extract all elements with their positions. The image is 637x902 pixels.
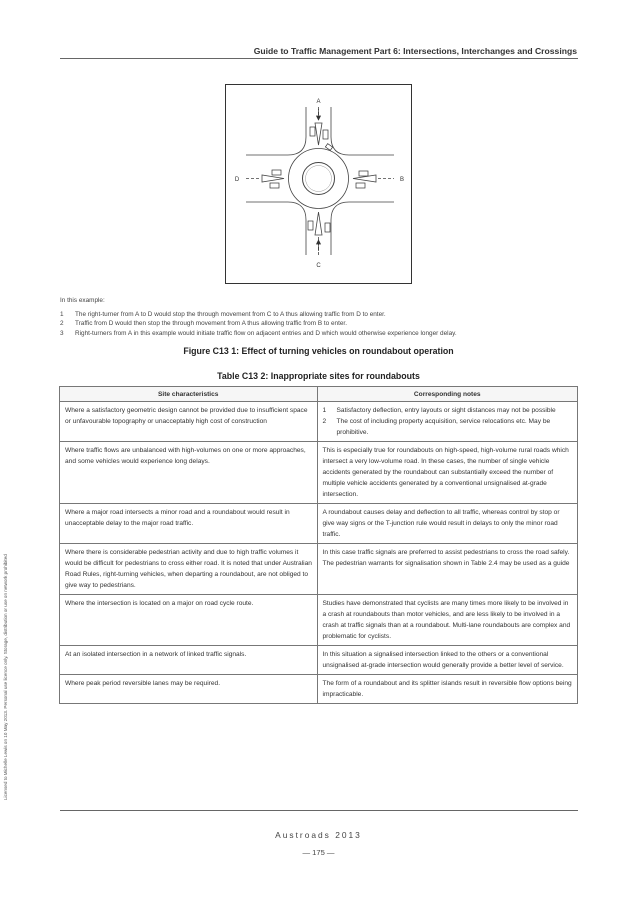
page-number: — 175 — [302, 848, 335, 857]
figure-note: 3 Right-turners from A in this example would initiate traffic flow on adjacent entries and D which would otherwise experience longer delay. [60, 329, 457, 337]
table-header-row [60, 387, 578, 402]
note-item: 1 Satisfactory deflection, entry layouts or sight distances may not be possible [322, 407, 556, 414]
inappropriate-sites-table [59, 386, 578, 704]
table-row [60, 442, 578, 504]
site-cell: Where peak period reversible lanes may be required. [60, 675, 318, 704]
site-cell: Where there is considerable pedestrian activity and due to high traffic volumes it would be difficult for pedestrians to cross either road. It is noted that under Australian Road Rules, right-turning vehicles, when departing a roundabout, are not obliged to give way to pedestrians. [60, 544, 318, 595]
column-header-site: Site characteristics [60, 387, 318, 402]
table-row [60, 402, 578, 442]
site-cell: At an isolated intersection in a network of linked traffic signals. [60, 646, 318, 675]
approach-label-c: C [316, 263, 321, 269]
notes-cell: A roundabout causes delay and deflection to all traffic, whereas control by stop or give way signs or the T-junction rule would result in delays to only the minor road traffic. [317, 504, 578, 544]
footer-rule [60, 810, 578, 811]
table-row [60, 544, 578, 595]
approach-label-a: A [316, 99, 321, 105]
note-item: 2 The cost of including property acquisition, service relocations etc. May be prohibitive. [322, 418, 551, 436]
figure-intro: In this example: [60, 297, 105, 304]
approach-label-d: D [234, 177, 240, 183]
footer-organisation: Austroads 2013 [275, 830, 362, 840]
notes-cell: The form of a roundabout and its splitter islands result in reversible flow options being impracticable. [317, 675, 578, 704]
notes-cell: In this case traffic signals are preferred to assist pedestrians to cross the road safely. The pedestrian warrants for signalisation shown in Table 2.4 may be used as a guide [317, 544, 578, 595]
roundabout-diagram [226, 85, 411, 283]
table-row [60, 675, 578, 704]
figure-note: 2 Traffic from D would then stop the through movement from A thus allowing traffic from B to enter. [60, 320, 347, 327]
table-row [60, 646, 578, 675]
site-cell: Where traffic flows are unbalanced with high-volumes on one or more approaches, and some vehicles would experience long delays. [60, 442, 318, 504]
column-header-notes: Corresponding notes [317, 387, 578, 402]
site-cell: Where a satisfactory geometric design cannot be provided due to insufficient space or unfavourable topography or unacceptably high cost of construction [60, 402, 318, 442]
notes-cell: Studies have demonstrated that cyclists are many times more likely to be involved in a crash at roundabouts than motor vehicles, and are less likely to be involved in a crash at traffic signals than at a roundabout. Multi-lane roundabouts are complex and problematic for cyclists. [317, 595, 578, 646]
figure-caption: Figure C13 1: Effect of turning vehicles on roundabout operation [183, 346, 454, 356]
site-cell: Where a major road intersects a minor road and a roundabout would result in unacceptable delay to the major road traffic. [60, 504, 318, 544]
roundabout-figure [225, 84, 412, 284]
table-row [60, 504, 578, 544]
site-cell: Where the intersection is located on a major on road cycle route. [60, 595, 318, 646]
licence-watermark: Licensed to Michelle Lewis on 10 May 2013. Personal use licence only. Storage, distribution or use on network prohibited [3, 554, 8, 800]
notes-cell: This is especially true for roundabouts on high-speed, high-volume rural roads which intersect a very low-volume road. In these cases, the number of single vehicle accidents generated by the roundabout can substantially exceed the number of multiple vehicle accidents generated by a conventional unsignalised at-grade intersection. [317, 442, 578, 504]
notes-cell: In this situation a signalised intersection linked to the others or a conventional unsignalised at-grade intersection would generally provide a better level of service. [317, 646, 578, 675]
table-caption: Table C13 2: Inappropriate sites for roundabouts [217, 371, 420, 381]
approach-label-b: B [399, 177, 405, 183]
figure-note: 1 The right-turner from A to D would stop the through movement from C to A thus allowing traffic from D to enter. [60, 310, 386, 318]
table-row [60, 595, 578, 646]
header-rule [60, 58, 578, 59]
figure-notes [60, 296, 575, 338]
running-header: Guide to Traffic Management Part 6: Intersections, Interchanges and Crossings [253, 46, 577, 56]
notes-cell [317, 402, 578, 442]
